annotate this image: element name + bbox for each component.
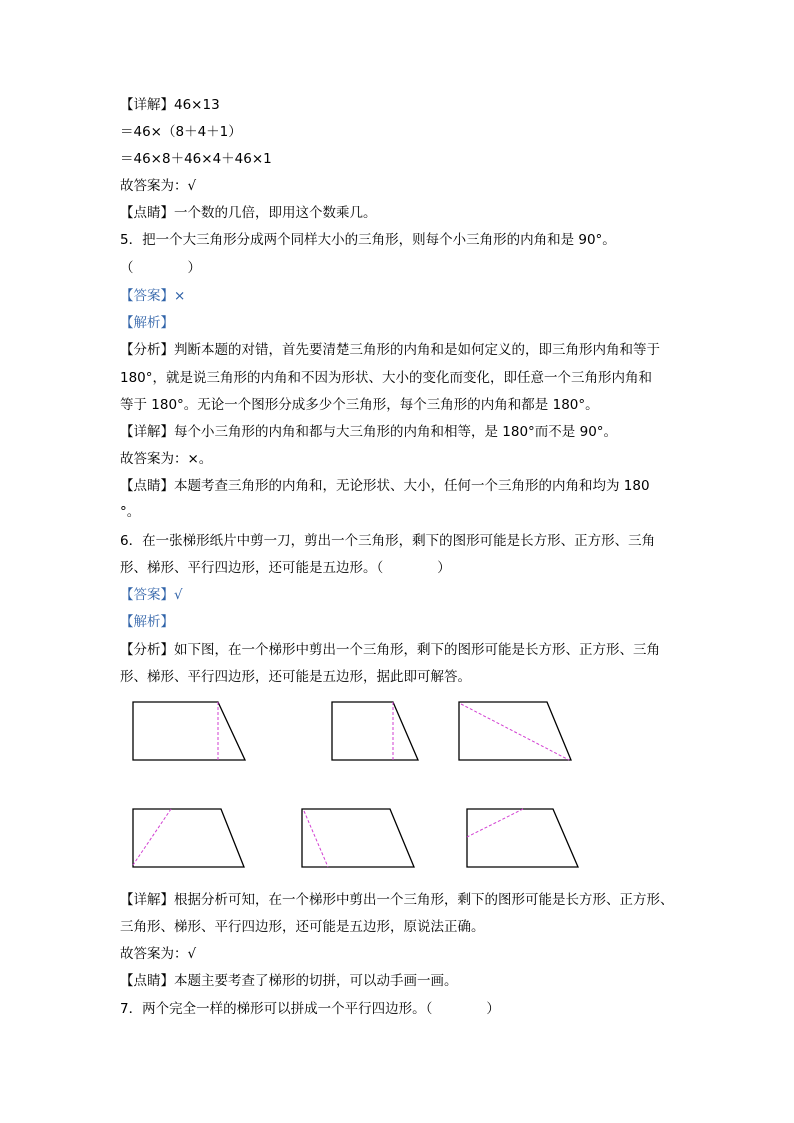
analysis-label-6: 【解析】 — [120, 614, 174, 630]
remark-5-line-1: 【点睛】本题考查三角形的内角和，无论形状、大小，任何一个三角形的内角和均为 180 — [120, 478, 650, 494]
question-7: 7．两个完全一样的梯形可以拼成一个平行四边形。（ ） — [120, 1001, 500, 1017]
trapezoid-4 — [133, 809, 244, 867]
trapezoid-3 — [459, 702, 571, 760]
answer-label-6: 【答案】√ — [120, 587, 183, 603]
detail-6-line-1: 【详解】根据分析可知，在一个梯形中剪出一个三角形，剩下的图形可能是长方形、正方形、 — [120, 892, 674, 908]
remark-line: 【点睛】一个数的几倍，即用这个数乘几。 — [120, 205, 377, 221]
question-5-blank: （ ） — [120, 260, 201, 276]
question-6-line-1: 6．在一张梯形纸片中剪一刀，剪出一个三角形，剩下的图形可能是长方形、正方形、三角 — [120, 533, 656, 549]
cut-line-6 — [467, 809, 523, 837]
remark-6: 【点睛】本题主要考查了梯形的切拼，可以动手画一画。 — [120, 973, 458, 989]
analysis-5-line-2: 180°，就是说三角形的内角和不因为形状、大小的变化而变化，即任意一个三角形内角和 — [120, 370, 653, 386]
answer-label-5: 【答案】× — [120, 288, 186, 304]
trapezoid-6 — [467, 809, 578, 867]
analysis-6-line-1: 【分析】如下图，在一个梯形中剪出一个三角形，剩下的图形可能是长方形、正方形、三角 — [120, 642, 660, 658]
remark-5-line-2: °。 — [120, 504, 141, 520]
cut-line-5 — [304, 811, 328, 867]
answer-line: 故答案为：√ — [120, 178, 197, 194]
analysis-5-line-3: 等于 180°。无论一个图形分成多少个三角形，每个三角形的内角和都是 180°。 — [120, 397, 599, 413]
detail-6-line-2: 三角形、梯形、平行四边形，还可能是五边形，原说法正确。 — [120, 919, 485, 935]
answer-6: 故答案为：√ — [120, 946, 197, 962]
cut-line-3 — [461, 704, 569, 760]
detail-line-1: 【详解】46×13 — [120, 97, 220, 113]
question-6-line-2: 形、梯形、平行四边形，还可能是五边形。（ ） — [120, 560, 451, 576]
trapezoid-1 — [133, 702, 245, 760]
analysis-label-5: 【解析】 — [120, 315, 174, 331]
analysis-6-line-2: 形、梯形、平行四边形，还可能是五边形，据此即可解答。 — [120, 669, 471, 685]
analysis-5-line-1: 【分析】判断本题的对错，首先要清楚三角形的内角和是如何定义的，即三角形内角和等于 — [120, 342, 660, 358]
trapezoid-5 — [302, 809, 414, 867]
cut-line-4 — [133, 809, 171, 865]
trapezoid-2 — [332, 702, 418, 760]
detail-5: 【详解】每个小三角形的内角和都与大三角形的内角和相等，是 180°而不是 90°。 — [120, 424, 618, 440]
question-5: 5．把一个大三角形分成两个同样大小的三角形，则每个小三角形的内角和是 90°。 — [120, 232, 616, 248]
equation-line-2: ＝46×8＋46×4＋46×1 — [120, 151, 272, 167]
answer-5: 故答案为：×。 — [120, 451, 213, 467]
equation-line-1: ＝46×（8＋4＋1） — [120, 124, 242, 140]
